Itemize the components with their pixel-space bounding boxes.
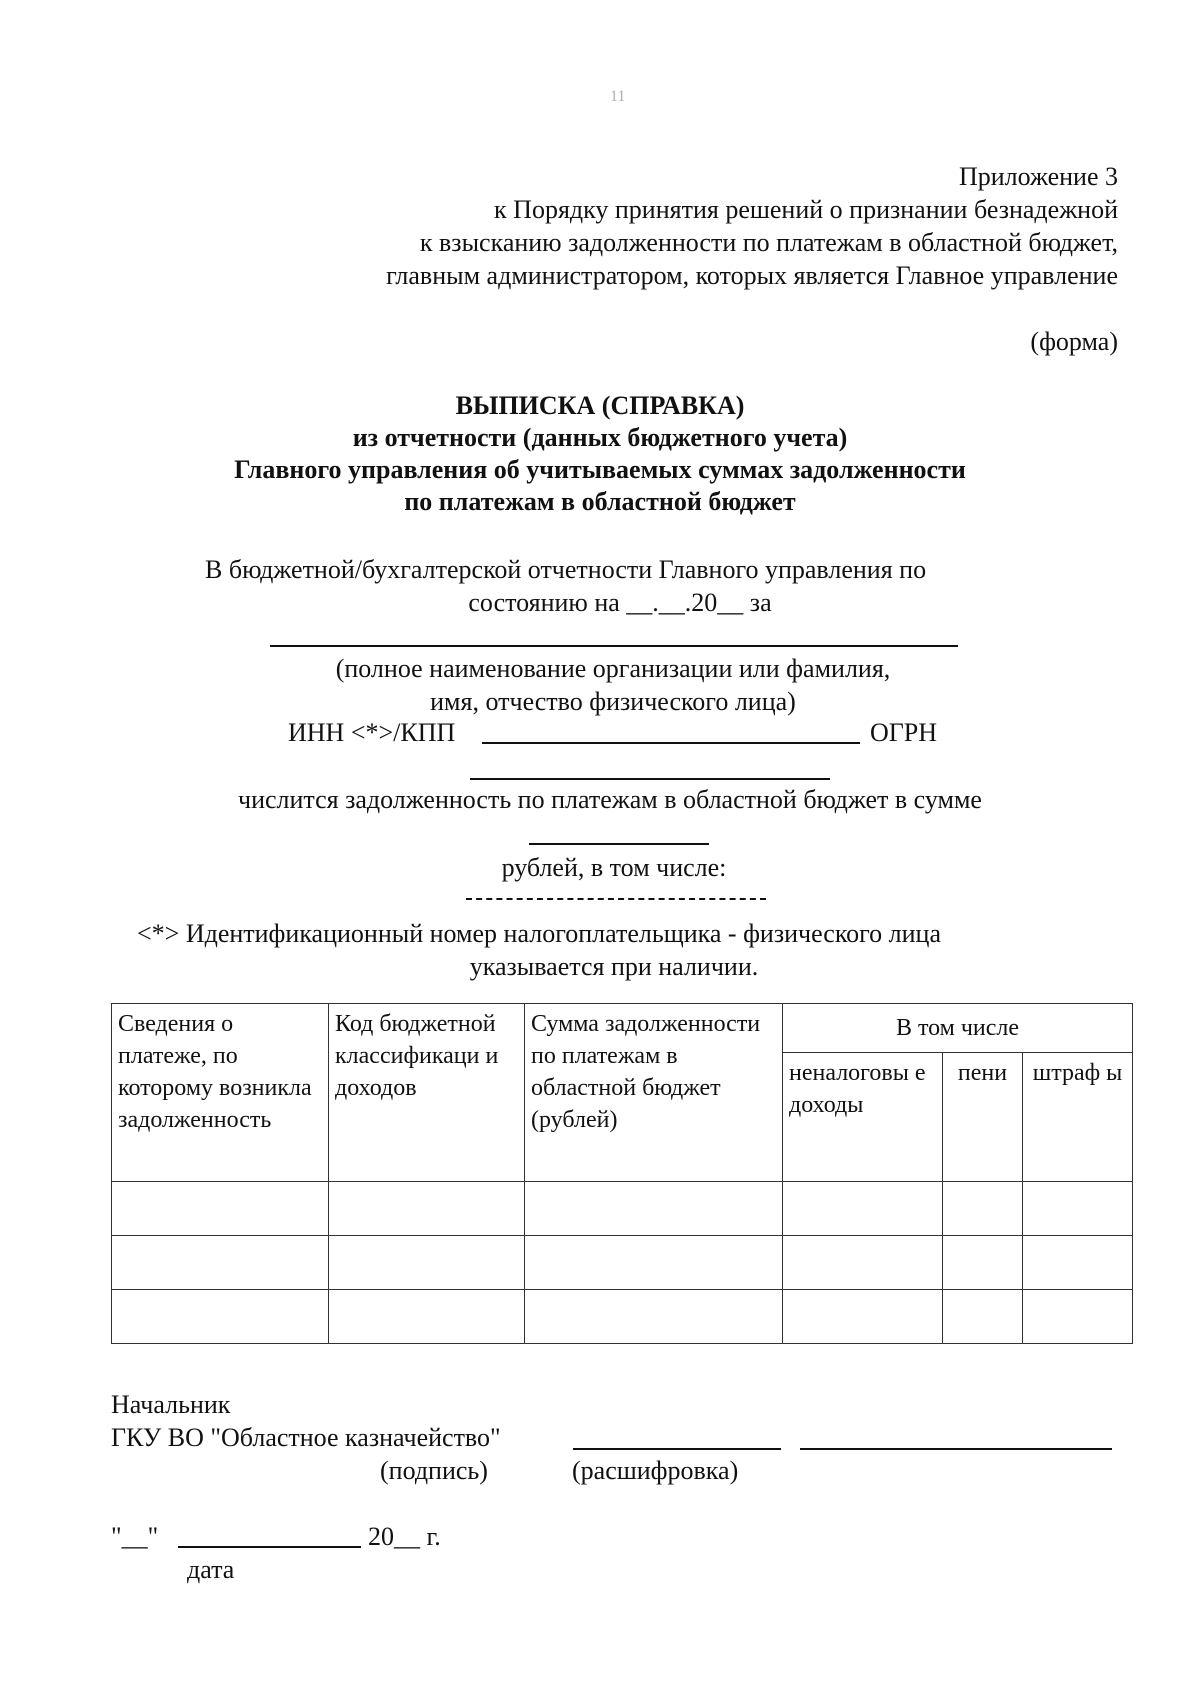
page-number: 11 (610, 88, 626, 105)
title-line-1: ВЫПИСКА (СПРАВКА) (455, 391, 745, 420)
signature-hint: (подпись) (380, 1456, 488, 1485)
header-fines: штраф ы (1023, 1053, 1133, 1182)
date-month-underline[interactable] (178, 1546, 361, 1548)
title-line-2: из отчетности (данных бюджетного учета) (352, 423, 848, 452)
appendix-line-2: к взысканию задолженности по платежам в областной бюджет, (419, 228, 1118, 257)
ogrn-label: ОГРН (870, 718, 938, 747)
intro-line-1: В бюджетной/бухгалтерской отчетности Главного управления по (205, 555, 927, 584)
date-year: 20__ г. (368, 1522, 441, 1551)
form-note: (форма) (1030, 327, 1118, 356)
decode-underline[interactable] (800, 1448, 1112, 1450)
appendix-line-3: главным администратором, которых является Главное управление (386, 261, 1118, 290)
org-name-underline[interactable] (270, 645, 958, 647)
table-cell[interactable] (783, 1290, 943, 1344)
table-row (112, 1182, 1133, 1236)
position-line-1: Начальник (111, 1390, 231, 1419)
table-cell[interactable] (783, 1182, 943, 1236)
header-payment-info: Сведения о платеже, по которому возникла задолженность (112, 1004, 329, 1182)
org-hint-line-2: имя, отчество физического лица) (430, 687, 796, 716)
table-cell[interactable] (943, 1236, 1023, 1290)
intro-line-2: состоянию на __.__.20__ за (468, 588, 772, 617)
appendix-line-1: к Порядку принятия решений о признании безнадежной (494, 195, 1118, 224)
table-cell[interactable] (1023, 1290, 1133, 1344)
org-hint-line-1: (полное наименование организации или фамилия, (335, 654, 891, 683)
signature-underline[interactable] (573, 1448, 781, 1450)
debt-statement: числится задолженность по платежам в областной бюджет в сумме (238, 785, 982, 814)
position-line-2: ГКУ ВО "Областное казначейство" (111, 1423, 501, 1452)
table-cell[interactable] (329, 1182, 525, 1236)
table-cell[interactable] (525, 1290, 783, 1344)
appendix-label: Приложение 3 (958, 162, 1118, 191)
title-line-4: по платежам в областной бюджет (404, 487, 796, 516)
header-debt-amount: Сумма задолженности по платежам в областной бюджет (рублей) (525, 1004, 783, 1182)
title-line-3: Главного управления об учитываемых суммах задолженности (234, 455, 966, 484)
table-cell[interactable] (112, 1182, 329, 1236)
date-day[interactable]: "__" (111, 1522, 159, 1551)
table-cell[interactable] (112, 1290, 329, 1344)
inn-kpp-underline[interactable] (482, 742, 860, 744)
inn-kpp-label: ИНН <*>/КПП (288, 718, 456, 747)
header-non-tax-income: неналоговы е доходы (783, 1053, 943, 1182)
debt-amount-underline[interactable] (529, 843, 709, 845)
table-cell[interactable] (329, 1236, 525, 1290)
decode-hint: (расшифровка) (572, 1456, 739, 1485)
table-cell[interactable] (525, 1182, 783, 1236)
table-cell[interactable] (1023, 1182, 1133, 1236)
debt-table (111, 1003, 1133, 1344)
table-row (112, 1236, 1133, 1290)
header-budget-code: Код бюджетной классификаци и доходов (329, 1004, 525, 1182)
table-cell[interactable] (1023, 1236, 1133, 1290)
rubles-line: рублей, в том числе: (501, 853, 727, 882)
table-row (112, 1290, 1133, 1344)
ogrn-underline[interactable] (470, 778, 830, 780)
header-penalties: пени (943, 1053, 1023, 1182)
table-cell[interactable] (525, 1236, 783, 1290)
table-cell[interactable] (112, 1236, 329, 1290)
header-including: В том числе (783, 1004, 1133, 1053)
table-cell[interactable] (329, 1290, 525, 1344)
table-cell[interactable] (783, 1236, 943, 1290)
footnote-separator (466, 898, 766, 900)
footnote-line-2: указывается при наличии. (469, 952, 759, 981)
table-cell[interactable] (943, 1182, 1023, 1236)
footnote-line-1: <*> Идентификационный номер налогоплательщика - физического лица (137, 919, 942, 948)
table-cell[interactable] (943, 1290, 1023, 1344)
date-hint: дата (187, 1555, 235, 1584)
